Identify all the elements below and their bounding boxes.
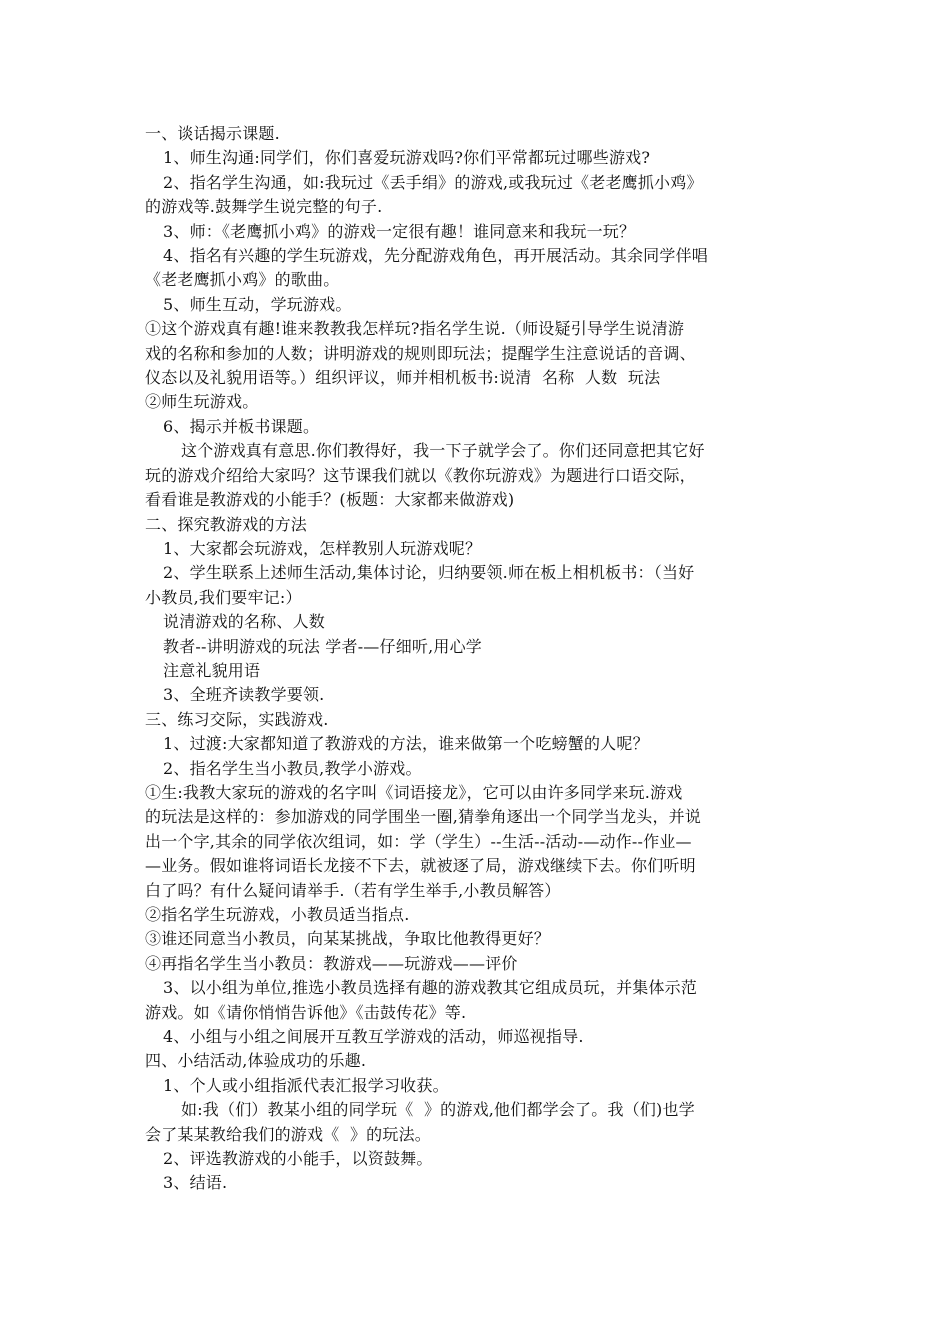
text-line: 小教员,我们要牢记:） — [145, 587, 302, 607]
text-line: 5、师生互动，学玩游戏。 — [163, 294, 352, 314]
document-body — [145, 122, 805, 1196]
text-line: 注意礼貌用语 — [163, 660, 261, 680]
section-heading: 三、练习交际，实践游戏. — [145, 709, 329, 729]
text-line: 出一个字,其余的同学依次组词，如：学（学生）--生活--活动-—动作--作业— — [145, 831, 692, 851]
text-line: 教者--讲明游戏的玩法 学者-—仔细听,用心学 — [163, 636, 482, 656]
text-line: 2、评选教游戏的小能手，以资鼓舞。 — [163, 1149, 433, 1169]
text-line: ②指名学生玩游戏，小教员适当指点. — [145, 905, 410, 924]
text-line: 会了某某教给我们的游戏《 》的玩法。 — [145, 1124, 431, 1144]
text-line: 3、结语. — [163, 1173, 228, 1193]
text-line: ④再指名学生当小教员：教游戏——玩游戏——评价 — [145, 953, 518, 973]
text-line: 玩的游戏介绍给大家吗？这节课我们就以《教你玩游戏》为题进行口语交际， — [145, 465, 696, 485]
section-heading: 一、谈话揭示课题. — [145, 124, 280, 143]
text-line: 看看谁是教游戏的小能手？(板题：大家都来做游戏) — [145, 490, 515, 510]
text-line: 说清游戏的名称、人数 — [163, 612, 326, 632]
text-line: 1、个人或小组指派代表汇报学习收获。 — [163, 1075, 449, 1095]
text-line: 1、师生沟通:同学们，你们喜爱玩游戏吗?你们平常都玩过哪些游戏? — [163, 148, 651, 168]
section-heading: 二、探究教游戏的方法 — [145, 514, 308, 534]
text-line: 2、学生联系上述师生活动,集体讨论，归纳要领.师在板上相机板书：（当好 — [163, 563, 695, 583]
text-line: 1、大家都会玩游戏，怎样教别人玩游戏呢？ — [163, 538, 482, 558]
text-line: 仪态以及礼貌用语等。）组织评议，师并相机板书:说清 名称 人数 玩法 — [145, 368, 661, 388]
text-line: ①生:我教大家玩的游戏的名字叫《词语接龙》，它可以由许多同学来玩.游戏 — [145, 782, 683, 802]
text-line: 3、全班齐读教学要领. — [163, 685, 325, 705]
text-line: 白了吗？有什么疑问请举手.（若有学生举手,小教员解答） — [145, 880, 561, 900]
text-line: 如:我（们）教某小组的同学玩《 》的游戏,他们都学会了。我（们)也学 — [181, 1100, 695, 1120]
text-line: ①这个游戏真有趣!谁来教教我怎样玩?指名学生说.（师设疑引导学生说清游 — [145, 319, 685, 339]
text-line: —业务。假如谁将词语长龙接不下去，就被逐了局，游戏继续下去。你们听明 — [145, 856, 696, 876]
text-line: 2、指名学生当小教员,教学小游戏。 — [163, 758, 422, 778]
text-line: 1、过渡:大家都知道了教游戏的方法，谁来做第一个吃螃蟹的人呢？ — [163, 734, 649, 754]
text-line: 的游戏等.鼓舞学生说完整的句子. — [145, 197, 383, 217]
text-line: 这个游戏真有意思.你们教得好，我一下子就学会了。你们还同意把其它好 — [181, 441, 705, 461]
text-line: 《老老鹰抓小鸡》的歌曲。 — [145, 270, 340, 290]
text-line: ②师生玩游戏。 — [145, 392, 259, 412]
section-heading: 四、小结活动,体验成功的乐趣. — [145, 1051, 367, 1071]
text-line: 4、小组与小组之间展开互教互学游戏的活动，师巡视指导. — [163, 1027, 584, 1047]
text-line: 戏的名称和参加的人数；讲明游戏的规则即玩法；提醒学生注意说话的音调、 — [145, 343, 696, 363]
text-line: 4、指名有兴趣的学生玩游戏，先分配游戏角色，再开展活动。其余同学伴唱 — [163, 246, 708, 266]
text-line: 的玩法是这样的：参加游戏的同学围坐一圈,猜拳角逐出一个同学当龙头，并说 — [145, 807, 702, 827]
text-line: 3、以小组为单位,推选小教员选择有趣的游戏教其它组成员玩，并集体示范 — [163, 978, 698, 998]
text-line: 游戏。如《请你悄悄告诉他》《击鼓传花》等. — [145, 1002, 467, 1022]
text-line: 3、师：《老鹰抓小鸡》的游戏一定很有趣！谁同意来和我玩一玩？ — [163, 221, 636, 241]
text-line: ③谁还同意当小教员，向某某挑战，争取比他教得更好？ — [145, 929, 551, 949]
text-line: 2、指名学生沟通，如:我玩过《丢手绢》的游戏,或我玩过《老老鹰抓小鸡》 — [163, 172, 703, 192]
text-line: 6、揭示并板书课题。 — [163, 416, 320, 436]
